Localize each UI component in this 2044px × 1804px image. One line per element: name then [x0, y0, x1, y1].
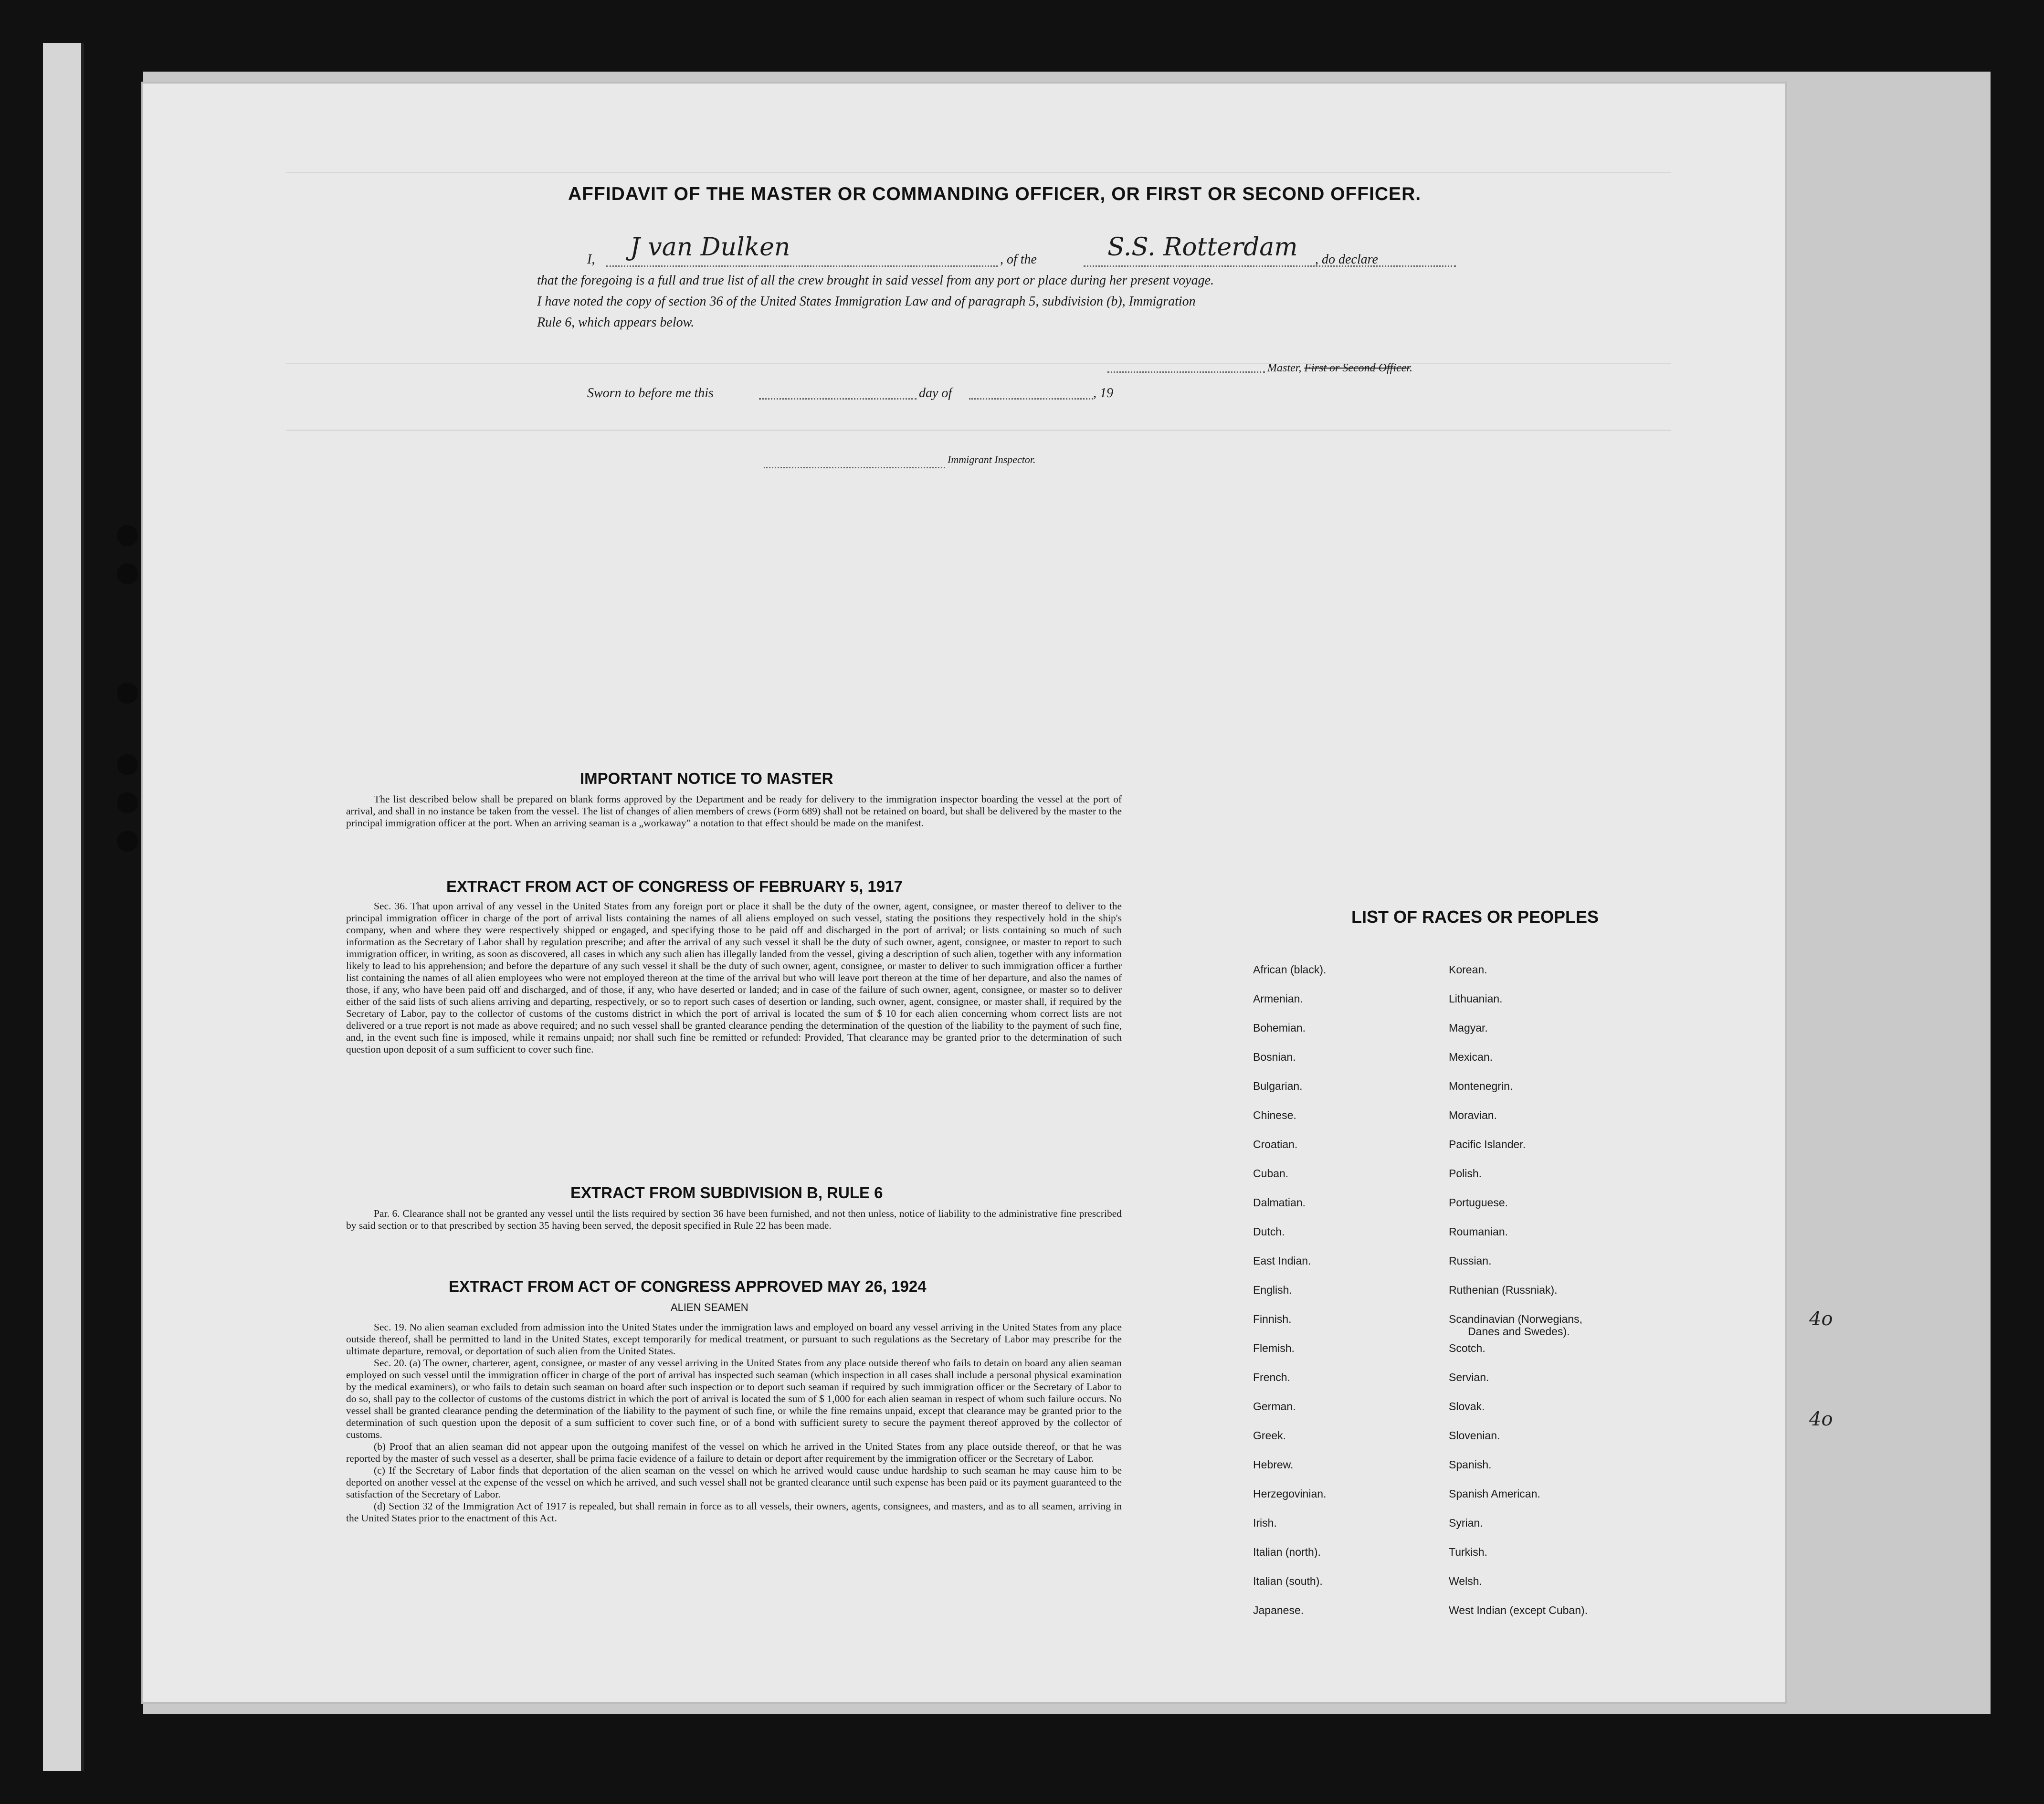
- sworn-day-blank: [759, 398, 917, 400]
- race-item: Turkish.: [1449, 1546, 1487, 1558]
- notice-paragraph: The list described below shall be prepared on blank forms approved by the Department and be ready for delivery to the immigration inspector boarding the vessel at the port of arrival, and shall in no instance be taken from the vessel. The list of changes of alien members of crews (Form 689) shall not be retained on board, but shall be delivered by the master to the principal immigration officer at the port. When an arriving seaman is a „workaway” a notation to that effect should be made on the manifest.: [346, 793, 1122, 829]
- inspector-blank: [764, 467, 945, 468]
- punch-hole: [117, 563, 138, 584]
- bleed-through-rule: [286, 172, 1671, 173]
- extract-1924-paragraph: Sec. 20. (a) The owner, charterer, agent, consignee, or master of any vessel arriving in the United States from any place outside thereof who fails to detain on board any alien seaman employed on such vessel until the immigration officer in charge of the port of arrival has inspected such seaman (which inspection in all cases shall include a personal physical examination by the medical examiners), or who fails to detain such seaman on board after such inspection or to deport such seaman if required by such immigration officer or the Secretary of Labor to do so, shall pay to the collector of customs of the customs district in which the port of arrival is located the sum of $ 1,000 for each alien seaman in respect of whom such failure occurs. No vessel shall be granted clearance pending the determination of the liability to the payment of such fine, or while the fine remains unpaid, except that clearance may be granted prior to the determination of such question upon the deposit of a sum sufficient to cover such fine, or of a bond with sufficient surety to secure the payment thereof approved by the collector of customs.: [346, 1357, 1122, 1440]
- master-label: Master, First or Second Officer.: [1267, 362, 1412, 374]
- race-item: Mexican.: [1449, 1051, 1493, 1063]
- race-item: Dutch.: [1253, 1225, 1285, 1238]
- race-item: Armenian.: [1253, 992, 1303, 1005]
- race-item: Greek.: [1253, 1429, 1286, 1442]
- name-blank: [606, 265, 998, 267]
- race-item: Moravian.: [1449, 1109, 1497, 1121]
- alien-seamen-subtitle: ALIEN SEAMEN: [671, 1301, 748, 1313]
- punch-hole: [117, 525, 138, 546]
- race-item: Scotch.: [1449, 1342, 1486, 1354]
- extract-1924-paragraph: (c) If the Secretary of Labor finds that deportation of the alien seaman on the vessel on which he arrived would cause undue hardship to such seaman he may cause him to be deported on another vessel at the expense of the vessel on which he arrived, and such vessel shall not be granted clearance until such expense has been paid or its payment guaranteed to the satisfaction of the Secretary of Labor.: [346, 1465, 1122, 1500]
- affidavit-title: AFFIDAVIT OF THE MASTER OR COMMANDING OFFICER, OR FIRST OR SECOND OFFICER.: [568, 184, 1422, 204]
- race-item: French.: [1253, 1371, 1290, 1383]
- race-item: Spanish.: [1449, 1458, 1492, 1471]
- handwritten-mark: 4o: [1809, 1308, 1833, 1330]
- race-item: Herzegovinian.: [1253, 1488, 1327, 1500]
- extract-rule6-title: EXTRACT FROM SUBDIVISION B, RULE 6: [570, 1184, 883, 1202]
- race-item: Irish.: [1253, 1517, 1277, 1529]
- binder-strip: [43, 43, 84, 1771]
- race-item: Syrian.: [1449, 1517, 1483, 1529]
- affidavit-of-the: , of the: [1000, 252, 1037, 267]
- race-item: Polish.: [1449, 1167, 1482, 1180]
- race-item: Magyar.: [1449, 1022, 1488, 1034]
- extract-1924-paragraph: Sec. 19. No alien seaman excluded from admission into the United States under the immigration laws and employed on board any vessel arriving in the United States from any place outside thereof, shall be permitted to land in the United States, except temporarily for medical treatment, or pursuant to such regulations as the Secretary of Labor may prescribe for the ultimate departure, removal, or deportation of such alien from the United States.: [346, 1321, 1122, 1357]
- race-item: Roumanian.: [1449, 1225, 1508, 1238]
- handwritten-master-name: J van Dulken: [630, 233, 790, 262]
- extract-1924-paragraph: (b) Proof that an alien seaman did not appear upon the outgoing manifest of the vessel on which he arrived in the United States from any place outside thereof, or that he was reported by the master of such vessel as a deserter, shall be prima facie evidence of a failure to detain or deport after requirement by the immigration officer or the Secretary of Labor.: [346, 1441, 1122, 1464]
- race-item: Finnish.: [1253, 1313, 1292, 1325]
- extract-1924-title: EXTRACT FROM ACT OF CONGRESS APPROVED MAY 26, 1924: [449, 1277, 927, 1295]
- race-item: Bosnian.: [1253, 1051, 1296, 1063]
- race-item: East Indian.: [1253, 1255, 1311, 1267]
- race-item: Russian.: [1449, 1255, 1492, 1267]
- race-item: Korean.: [1449, 963, 1487, 976]
- race-item: German.: [1253, 1400, 1296, 1413]
- race-item: West Indian (except Cuban).: [1449, 1604, 1588, 1616]
- notice-text: [346, 793, 1122, 829]
- punch-hole: [117, 683, 138, 704]
- extract-1917-paragraph: Sec. 36. That upon arrival of any vessel in the United States from any foreign port or place it shall be the duty of the owner, agent, consignee, or master thereof to deliver to the principal immigration officer in charge of the port of arrival lists containing the names of all aliens employed on such vessel, stating the positions they respectively hold in the ship's company, when and where they were respectively shipped or engaged, and specifying those to be paid off and discharged in the port of arrival; or lists containing so much of such information as the Secretary of Labor shall by regulation prescribe; and after the arrival of any such vessel it shall be the duty of such owner, agent, consignee, or master to report to such immigration officer, in writing, as soon as discovered, all cases in which any such alien has illegally landed from the vessel, giving a description of such alien, together with any information likely to lead to his apprehension; and before the departure of any such vessel it shall be the duty of such owner, agent, consignee, or master to deliver to such immigration officer a further list containing the names of all alien employees who were not employed thereon at the time of the arrival but who will leave port thereon at the time of her departure, and also the names of those, if any, who have been paid off and discharged, and of those, if any, who have deserted or landed; and in case of the failure of such owner, agent, consignee, or master so to deliver either of the said lists of such aliens arriving and departing, respectively, or so to report such cases of desertion or landing, such owner, agent, consignee, or master shall, if required by the Secretary of Labor, pay to the collector of customs of the customs district in which the port of arrival is located the sum of $ 10 for each alien concerning whom correct lists are not delivered or a true report is not made as above required; and no such vessel shall be granted clearance pending the determination of the question of the liability to the payment of such fine, and, in the event such fine is imposed, while it remains unpaid; nor shall such fine be remitted or refunded: Provided, That clearance may be granted prior to the determination of such question upon deposit of a sum sufficient to cover such fine.: [346, 900, 1122, 1055]
- extract-1917-text: [346, 900, 1122, 1055]
- race-item: Lithuanian.: [1449, 992, 1503, 1005]
- signature-blank: [1107, 371, 1265, 373]
- race-item: Servian.: [1449, 1371, 1489, 1383]
- race-item: Bulgarian.: [1253, 1080, 1303, 1092]
- extract-rule6-paragraph: Par. 6. Clearance shall not be granted any vessel until the lists required by section 36 have been furnished, and not then unless, notice of liability to the administrative fine prescribed by said section or to that prescribed by section 35 having been served, the deposit specified in Rule 22 has been made.: [346, 1208, 1122, 1231]
- sworn-year: , 19: [1093, 386, 1113, 401]
- race-item: Spanish American.: [1449, 1488, 1540, 1500]
- affidavit-declare: , do declare: [1315, 252, 1378, 267]
- notice-title: IMPORTANT NOTICE TO MASTER: [580, 770, 833, 787]
- sworn-month-blank: [969, 398, 1093, 400]
- sworn-day-of: day of: [919, 386, 952, 401]
- race-item: African (black).: [1253, 963, 1327, 976]
- race-item: Italian (south).: [1253, 1575, 1323, 1587]
- race-item: Hebrew.: [1253, 1458, 1294, 1471]
- punch-hole: [117, 754, 138, 775]
- race-item: Chinese.: [1253, 1109, 1296, 1121]
- master-title: Master,: [1267, 362, 1302, 374]
- affidavit-line-3: I have noted the copy of section 36 of the United States Immigration Law and of paragraph 5, subdivision (b), Immigration: [537, 294, 1196, 309]
- race-item: Pacific Islander.: [1449, 1138, 1526, 1150]
- sworn-label: Sworn to before me this: [587, 386, 714, 401]
- bleed-through-rule: [286, 363, 1671, 364]
- struck-officer-title: First or Second Officer: [1304, 362, 1410, 374]
- race-item: Italian (north).: [1253, 1546, 1321, 1558]
- race-item: Danes and Swedes).: [1468, 1325, 1570, 1338]
- affidavit-line-2: that the foregoing is a full and true list of all the crew brought in said vessel from any port or place during her present voyage.: [537, 273, 1214, 288]
- race-item: English.: [1253, 1284, 1292, 1296]
- race-item: Montenegrin.: [1449, 1080, 1513, 1092]
- punch-hole: [117, 831, 138, 852]
- race-item: Croatian.: [1253, 1138, 1298, 1150]
- extract-1917-title: EXTRACT FROM ACT OF CONGRESS OF FEBRUARY 5, 1917: [446, 877, 903, 895]
- affidavit-line-4: Rule 6, which appears below.: [537, 315, 695, 330]
- punch-hole: [117, 792, 138, 813]
- race-item: Flemish.: [1253, 1342, 1295, 1354]
- affidavit-prefix: I,: [587, 252, 595, 267]
- race-item: Scandinavian (Norwegians,: [1449, 1313, 1582, 1325]
- race-item: Portuguese.: [1449, 1196, 1508, 1209]
- race-item: Cuban.: [1253, 1167, 1289, 1180]
- handwritten-vessel-name: S.S. Rotterdam: [1107, 233, 1298, 262]
- race-item: Japanese.: [1253, 1604, 1304, 1616]
- extract-1924-paragraph: (d) Section 32 of the Immigration Act of 1917 is repealed, but shall remain in force as to all vessels, their owners, agents, consignees, and masters, and as to all seamen, arriving in the United States prior to the enactment of this Act.: [346, 1500, 1122, 1524]
- race-item: Slovak.: [1449, 1400, 1485, 1413]
- race-item: Ruthenian (Russniak).: [1449, 1284, 1558, 1296]
- handwritten-mark: 4o: [1809, 1408, 1833, 1430]
- races-title: LIST OF RACES OR PEOPLES: [1351, 907, 1599, 927]
- race-item: Slovenian.: [1449, 1429, 1500, 1442]
- race-item: Welsh.: [1449, 1575, 1482, 1587]
- inspector-label: Immigrant Inspector.: [948, 454, 1036, 465]
- bleed-through-rule: [286, 430, 1671, 431]
- vessel-blank: [1084, 265, 1456, 267]
- race-item: Dalmatian.: [1253, 1196, 1306, 1209]
- extract-rule6-text: [346, 1208, 1122, 1232]
- race-item: Bohemian.: [1253, 1022, 1306, 1034]
- extract-1924-text: [346, 1321, 1122, 1524]
